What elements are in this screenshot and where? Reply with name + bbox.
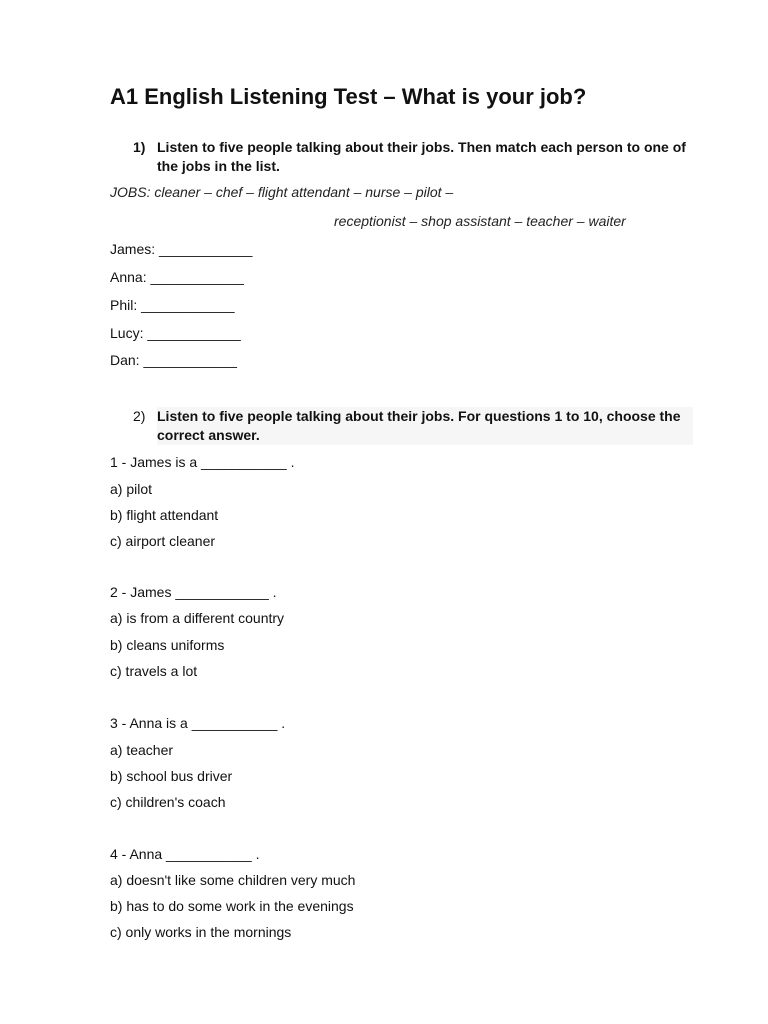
page-title: A1 English Listening Test – What is your job?	[110, 84, 587, 109]
question-2-option-b: b) cleans uniforms	[110, 637, 225, 653]
question-1-option-c: c) airport cleaner	[110, 533, 216, 549]
question-2-stem: 2 - James ____________ .	[110, 584, 277, 600]
section1-instruction-text: Listen to five people talking about their jobs. Then match each person to one of the jobs in the list.	[157, 139, 686, 174]
person-james: James: ____________	[110, 241, 253, 257]
section2-instruction-text: Listen to five people talking about their jobs. For questions 1 to 10, choose the correct answer.	[157, 407, 693, 445]
question-1-option-b: b) flight attendant	[110, 507, 219, 523]
question-2-option-c: c) travels a lot	[110, 663, 198, 679]
person-anna: Anna: ____________	[110, 269, 244, 285]
question-2-option-a: a) is from a different country	[110, 610, 285, 626]
section1-instruction	[133, 138, 693, 176]
person-lucy: Lucy: ____________	[110, 325, 241, 341]
question-4-option-c: c) only works in the mornings	[110, 924, 292, 940]
section1-number: 1)	[133, 139, 146, 155]
section2-instruction	[133, 407, 693, 445]
question-4-option-b: b) has to do some work in the evenings	[110, 898, 354, 914]
question-4-option-a: a) doesn't like some children very much	[110, 872, 356, 888]
jobs-list-line2: receptionist – shop assistant – teacher – waiter	[334, 213, 626, 229]
question-3-option-c: c) children's coach	[110, 794, 226, 810]
person-phil: Phil: ____________	[110, 297, 235, 313]
jobs-list-line1: JOBS: cleaner – chef – flight attendant – nurse – pilot –	[110, 184, 454, 200]
question-3-stem: 3 - Anna is a ___________ .	[110, 715, 286, 731]
question-4-stem: 4 - Anna ___________ .	[110, 846, 260, 862]
person-dan: Dan: ____________	[110, 352, 237, 368]
question-3-option-b: b) school bus driver	[110, 768, 233, 784]
question-3-option-a: a) teacher	[110, 742, 174, 758]
question-1-option-a: a) pilot	[110, 481, 153, 497]
question-1-stem: 1 - James is a ___________ .	[110, 454, 295, 470]
section2-number: 2)	[133, 408, 146, 424]
